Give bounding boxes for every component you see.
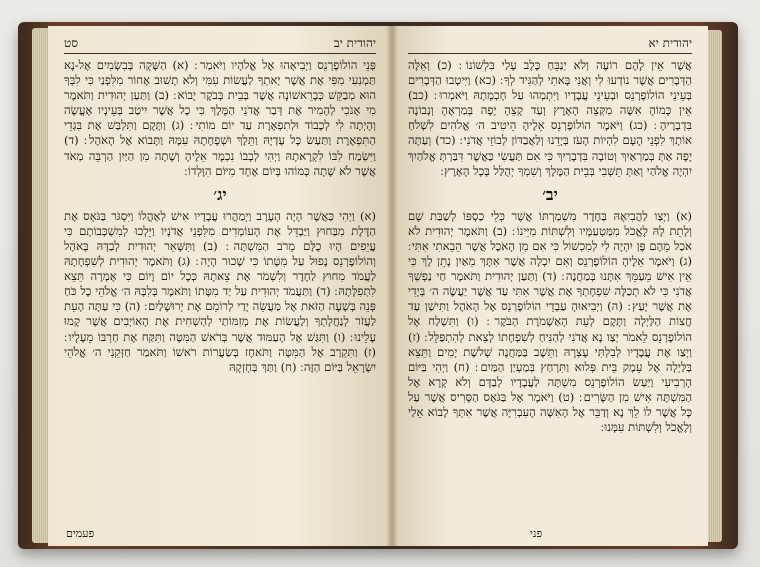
left-page-number: סט [64,36,79,50]
page-edges-left [32,28,48,543]
right-page [392,26,708,546]
left-page [48,26,392,546]
book-gutter [386,26,398,546]
left-page-text-bottom: (א) וַיְהִי כַּאֲשֶׁר הָיָה הָעֶרֶב וַיְמַהֲרוּ עֲבָדָיו אִישׁ לְאָהֳלוֹ וַיִּסְגֹּר בַּגֹּאָס אֶת הַדֶּלֶת מִבַּחוּץ וַיַּבְדֵּל אֶת הָעוֹמְדִים מִלִּפְנֵי אֲדֹנָיו וַיֵּלְכוּ לְמִשְׁכְּבוֹתָם כִּי עֲיֵפִים הָיוּ כֻלָּם מֵרֹב הַמִּשְׁתֶּה ׃ (ב) וַתִּשָּׁאֵר יְהוּדִית לְבַדָּהּ בָּאֹהֶל וְהוֹלוֹפֶרְנֵס נָפוּל עַל מִטָּתוֹ כִּי שָׁכוּר הָיָה ׃ (ג) וַתֹּאמֶר יְהוּדִית לְשִׁפְחָתָהּ לַעֲמֹד מִחוּץ לַחֶדֶר וְלִשְׁמֹר אֶת צֵאתָהּ כְּכָל יוֹם וָיוֹם כִּי אָמְרָה תֵּצֵא לִתְפִלָּתָהּ ׃ (ד) וַתַּעֲמֹד יְהוּדִית עַל יַד מִטָּתוֹ וַתֹּאמֶר בְּלִבָּהּ ה׳ אֱלֹהֵי כָל כֹּחַ פְּנֵה בְּשָׁעָה הַזֹּאת אֶל מַעֲשֵׂה יָדַי לְרוֹמֵם אֶת יְרוּשָׁלַיִם ׃ (ה) כִּי עַתָּה הָעֵת לַעֲזֹר לְנַחֲלָתְךָ וְלַעֲשׂוֹת אֶת מְזִמּוֹתַי לְהַשְׁחִית אֶת הָאוֹיְבִים אֲשֶׁר קָמוּ עָלֵינוּ ׃ (ו) וַתִּגַּשׁ אֶל הָעַמּוּד אֲשֶׁר בְּרֹאשׁ הַמִּטָּה וַתִּקַּח אֶת חַרְבּוֹ מֵעָלָיו ׃ (ז) וַתִּקְרַב אֶל הַמִּטָּה וַתֹּאחֶז בְּשַׂעֲרוֹת רֹאשׁוֹ וַתֹּאמַר חַזְּקֵנִי ה׳ אֱלֹהֵי יִשְׂרָאֵל בַּיּוֹם הַזֶּה ׃ (ח) וַתַּךְ בְּחָזְקָהּ [64,208,376,374]
right-page-text-top: אֲשֶׁר אֵין לָהֶם רוֹעֶה וְלֹא יְנַבֵּחַ כֶּלֶב עָלַי בִּלְשׁוֹנוֹ ׃ (כ) וְאֵלֶּה הַדְּבָרִים אֲשֶׁר נוֹדְעוּ לִי וְאֲנִי בָּאתִי לְהַגִּיד לְךָ ׃ (כא) וַיִּיטְבוּ הַדְּבָרִים בְּעֵינֵי הוֹלוֹפֶרְנֵס וּבְעֵינֵי עֲבָדָיו וַיִּתְמְהוּ עַל חָכְמָתָהּ וַיֹּאמְרוּ ׃ (כב) אֵין כָּמוֹהָ אִשָּׁה מִקְּצֵה הָאָרֶץ וְעַד קָצֵהָ יָפָה בְּמַרְאֶהָ וְנְבוֹנָה בִּדְבָרֶיהָ ׃ (כג) וַיֹּאמֶר הוֹלוֹפֶרְנֵס אֵלֶיהָ הֵיטִיב ה׳ אֱלֹהִים לִשְׁלֹחַ אוֹתָךְ לִפְנֵי הָעָם לִהְיוֹת הָעֹז בְּיָדֵנוּ וְלַאֲבַדּוֹן לְבוֹזֵי אֲדֹנִי ׃ (כד) וְעַתָּה יָפָה אַתְּ בְּמַרְאַיִךְ וְטוֹבָה בִּדְבָרַיִךְ כִּי אִם תַּעֲשִׂי כַּאֲשֶׁר דִּבַּרְתְּ אֱלֹהַיִךְ יִהְיֶה אֱלֹהַי וְאַתְּ תֵּשְׁבִי בְּבֵית הַמֶּלֶךְ וְשִׁמְךָ יְהֻלַּל בְּכָל הָאָרֶץ ׃ [408,58,692,178]
left-chapter-heading: יג׳ [213,184,227,204]
left-page-header [64,36,376,54]
right-page-text-bottom: (א) וַיְצַו לַהֲבִיאָהּ בַּחֶדֶר מִשְׁמַרְתּוֹ אֲשֶׁר כְּלֵי כַסְפּוֹ לְשַׁבַּת שָׁם וְלָתֵת לָהּ לֶאֱכֹל מִמַּטְעַמָּיו וְלִשְׁתּוֹת מִיֵּינוֹ ׃ (ב) וַתֹּאמֶר יְהוּדִית לֹא אֹכַל מֵהֶם פֶּן יִהְיֶה לִי לְמִכְשׁוֹל כִּי אִם מִן הָאֹכֶל אֲשֶׁר הֵבֵאתִי אִתִּי ׃ (ג) וַיֹּאמֶר אֵלֶיהָ הוֹלוֹפֶרְנֵס וְאִם יִכְלֶה אֲשֶׁר אִתָּךְ מֵאַיִן נָתֵן לָךְ כִּי אֵין אִישׁ מֵעַמֵּךְ אִתָּנוּ בְּמַחֲנֶה ׃ (ד) וַתַּעַן יְהוּדִית וַתֹּאמֶר חַי נַפְשְׁךָ אֲדֹנִי כִּי לֹא תְכַלֶּה שִׁפְחָתְךָ אֶת אֲשֶׁר אִתִּי עַד אֲשֶׁר יַעֲשֶׂה ה׳ בְּיָדִי אֶת אֲשֶׁר יָעַץ ׃ (ה) וַיְבִיאוּהָ עַבְדֵי הוֹלוֹפֶרְנֵס אֶל הָאֹהֶל וַתִּישַׁן עַד חֲצוֹת הַלַּיְלָה וַתָּקָם לְעֵת הָאַשְׁמֹרֶת הַבֹּקֶר ׃ (ו) וַתִּשְׁלַח אֶל הוֹלוֹפֶרְנֵס לֵאמֹר יְצַו נָא אֲדֹנִי לְהַנִּיחַ לְשִׁפְחָתוֹ לָצֵאת לְהִתְפַּלֵּל ׃ (ז) וַיְצַו אֶת עֲבָדָיו לְבִלְתִּי עָצְרָהּ וַתֵּשֶׁב בַּמַּחֲנֶה שְׁלֹשֶׁת יָמִים וַתֵּצֵא בַּלַּיְלָה אֶל עֵמֶק בֵּית פְּלוּא וַתִּרְחַץ בְּמַעְיַן הַמַּיִם ׃ (ח) וַיְהִי בַּיּוֹם הָרְבִיעִי וַיַּעַשׂ הוֹלוֹפֶרְנֵס מִשְׁתֶּה לַעֲבָדָיו לְבַדָּם וְלֹא קָרָא אֶל הַמִּשְׁתֶּה אִישׁ מִן הַשָּׂרִים ׃ (ט) וַיֹּאמֶר אֶל בַּגֹּאָס הַסָּרִיס אֲשֶׁר עַל כָּל אֲשֶׁר לוֹ לֵךְ נָא וְדַבֵּר אֶל הָאִשָּׁה הָעִבְרִיָּה אֲשֶׁר אִתְּךָ לָבוֹא אֵלַי וְלֶאֱכֹל וְלִשְׁתּוֹת עִמָּנוּ ׃ [408,208,692,435]
left-page-title: יהודית יב [333,36,376,50]
open-book [18,18,738,553]
right-page-title: יהודית יא [648,36,692,50]
right-page-catchword: פני [530,527,543,540]
page-edges-right [708,30,722,542]
right-chapter-heading: יב׳ [542,184,558,204]
left-page-catchword: פעמים [66,527,95,540]
right-page-header [408,36,692,54]
left-page-text-top: פְּנֵי הוֹלוֹפֶרְנֵס וַיְבִיאָהוּ אֶל אֱלֹהָיו וַיֹּאמַר ׃ (א) הַשָּׁקָה בְּבִשְׂמִים אֶל-נָא תַּמְנִעִי מִפִּי אֶת אֲשֶׁר יָאתְךָ לַעֲשׂוֹת עִמִּי וְלֹא תָשׁוּב אָחוֹר מִלִּפְנַי כִּי לִבְּךָ הוּא מְבַקֵּשׁ כְּבָרֵאשׁוֹנָה אֲשֶׁר בְּבֵית בְּבֹקֶר יָבוֹא ׃ (ב) וַתַּעַן יְהוּדִית וַתֹּאמֶר מִי אָנֹכִי לְהָמִיר אֶת דְּבַר אֲדֹנִי הַמֶּלֶךְ כִּי כָל אֲשֶׁר יִיטַב בְּעֵינָיו אֶעֱשֶׂה וְהָיְתָה לִי לְכָבוֹד וּלְתִפְאֶרֶת עַד יוֹם מוֹתִי ׃ (ג) וַתָּקָם וַתִּלְבַּשׁ אֶת בִּגְדֵי הַתִּפְאֶרֶת וַתַּעַשׂ כָּל עֶדְיָהּ וַתֵּלֶךְ וּשְׁפָחָתָהּ עִמָּהּ וַתָּבוֹא אֶל הָאֹהֶל ׃ (ד) וַיִּשְׂמַח לִבּוֹ לִקְרָאתָהּ וַיְהִי לְבָבוֹ נִכְמָר אֵלֶיהָ וְשָׁתָה מִן הַיַּיִן הַרְבֵּה מְאֹד אֲשֶׁר לֹא שָׁתָה כְּמוֹהוּ בְּיוֹם אֶחָד מִיּוֹם הִוָּלְדוֹ ׃ [64,58,376,178]
